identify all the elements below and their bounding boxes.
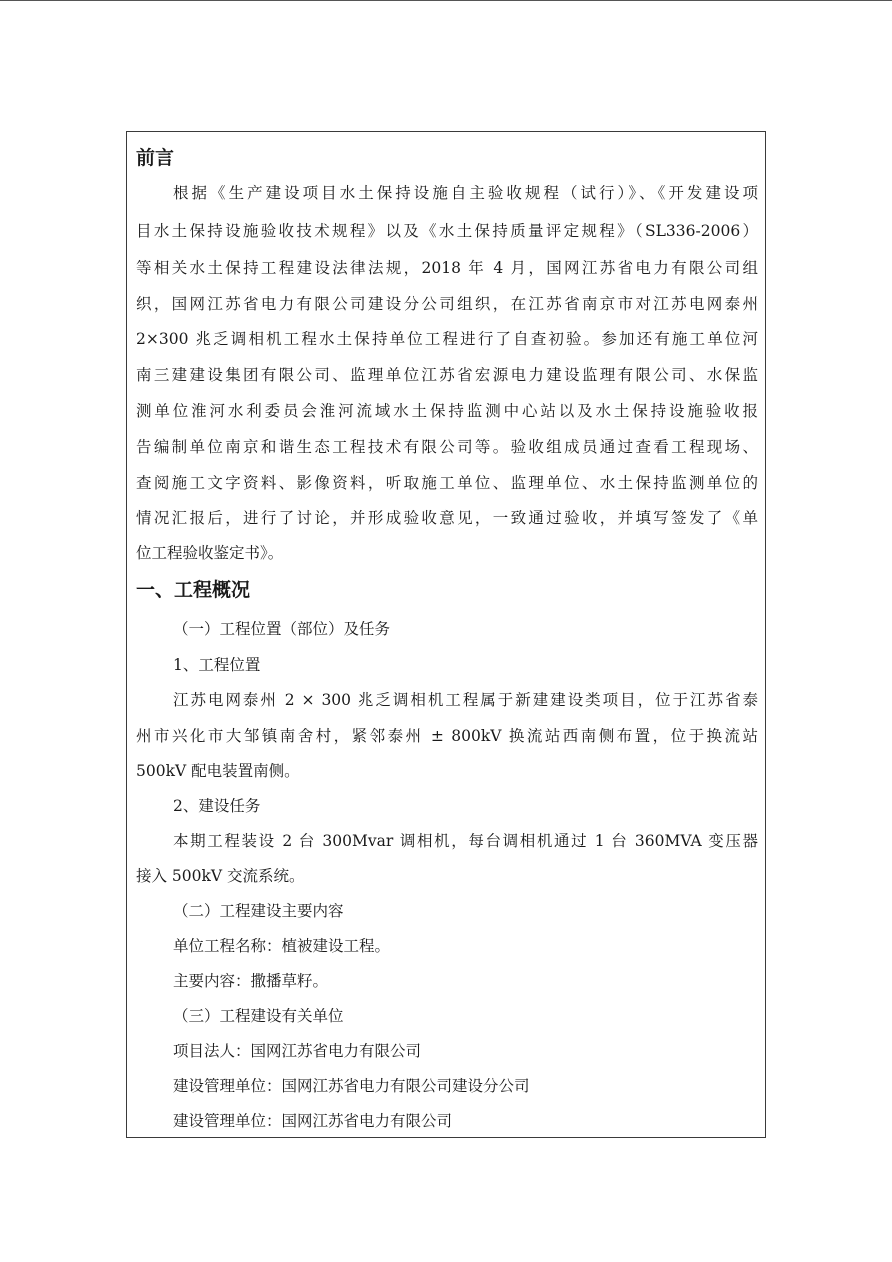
subsection-title: （一）工程位置（部位）及任务 xyxy=(173,620,391,638)
unit-name-line: 单位工程名称：植被建设工程。 xyxy=(173,937,391,955)
preface-line: 等相关水土保持工程建设法律法规，2018 年 4 月，国网江苏省电力有限公司组 xyxy=(136,259,758,277)
subsection-title: （二）工程建设主要内容 xyxy=(173,902,344,920)
preface-line: 情况汇报后，进行了讨论，并形成验收意见，一致通过验收，并填写签发了《单 xyxy=(136,509,758,527)
preface-line: 根据《生产建设项目水土保持设施自主验收规程（试行）》、《开发建设项 xyxy=(173,184,758,202)
page-top-rule xyxy=(0,0,892,1)
management-unit-line: 建设管理单位：国网江苏省电力有限公司建设分公司 xyxy=(173,1077,530,1095)
legal-person-line: 项目法人：国网江苏省电力有限公司 xyxy=(173,1042,422,1060)
preface-line: 南三建建设集团有限公司、监理单位江苏省宏源电力建设监理有限公司、水保监 xyxy=(136,366,758,384)
preface-title: 前言 xyxy=(136,147,175,169)
management-unit-line: 建设管理单位：国网江苏省电力有限公司 xyxy=(173,1112,453,1130)
task-line: 接入 500kV 交流系统。 xyxy=(136,867,305,885)
preface-line: 告编制单位南京和谐生态工程技术有限公司等。验收组成员通过查看工程现场、 xyxy=(136,438,758,456)
main-content-line: 主要内容：撒播草籽。 xyxy=(173,972,329,990)
preface-line: 2×300 兆乏调相机工程水土保持单位工程进行了自查初验。参加还有施工单位河 xyxy=(136,330,758,348)
location-line: 500kV 配电装置南侧。 xyxy=(136,762,300,780)
preface-line: 目水土保持设施验收技术规程》以及《水土保持质量评定规程》（SL336-2006） xyxy=(136,222,758,240)
preface-line: 织，国网江苏省电力有限公司建设分公司组织，在江苏省南京市对江苏电网泰州 xyxy=(136,295,758,313)
subsection-title: （三）工程建设有关单位 xyxy=(173,1007,344,1025)
preface-line: 查阅施工文字资料、影像资料，听取施工单位、监理单位、水土保持监测单位的 xyxy=(136,474,758,492)
section-title-overview: 一、工程概况 xyxy=(136,579,251,601)
preface-line: 测单位淮河水利委员会淮河流域水土保持监测中心站以及水土保持设施验收报 xyxy=(136,402,758,420)
location-line: 州市兴化市大邹镇南舍村，紧邻泰州 ± 800kV 换流站西南侧布置，位于换流站 xyxy=(136,727,758,745)
item-title: 1、工程位置 xyxy=(173,656,261,674)
document-frame xyxy=(126,131,766,1138)
location-line: 江苏电网泰州 2 × 300 兆乏调相机工程属于新建建设类项目，位于江苏省泰 xyxy=(173,691,758,709)
item-title: 2、建设任务 xyxy=(173,797,261,815)
preface-line: 位工程验收鉴定书》。 xyxy=(136,544,284,562)
task-line: 本期工程装设 2 台 300Mvar 调相机，每台调相机通过 1 台 360MVA 变压器 xyxy=(173,832,758,850)
